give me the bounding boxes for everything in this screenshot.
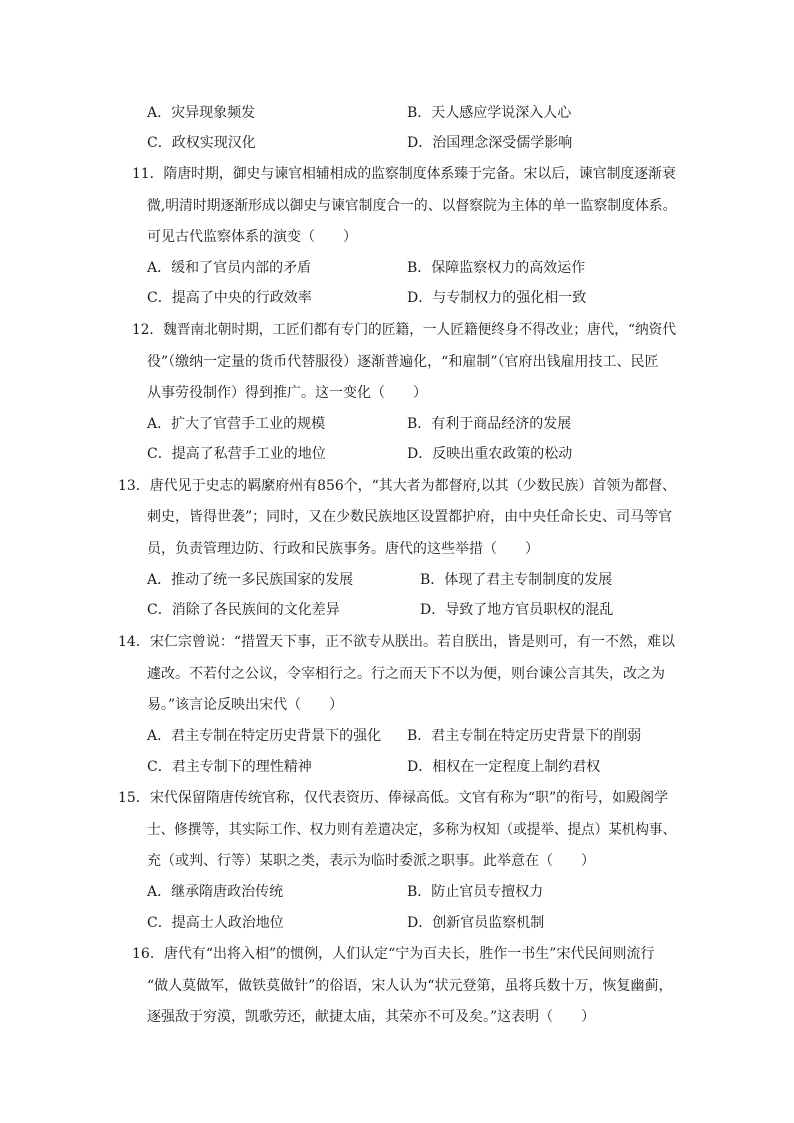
option-c: C．提高了私营手工业的地位 xyxy=(147,446,326,462)
option-b: B．保障监察权力的高效运作 xyxy=(407,260,586,276)
option-c: C．提高了中央的行政效率 xyxy=(147,290,312,306)
question-14-stem-line-2: 遽改。不若付之公议，令宰相行之。行之而天下不以为便，则台谏公言其失，改之为 xyxy=(147,666,665,682)
option-a: A．缓和了官员内部的矛盾 xyxy=(147,260,312,276)
question-13-stem-line-1: 13．唐代见于史志的羁縻府州有856个，“其大者为都督府,以其（少数民族）首领为都督、 xyxy=(118,478,677,494)
option-d: D．反映出重农政策的松动 xyxy=(407,446,573,462)
option-b: B．体现了君主专制制度的发展 xyxy=(420,572,613,588)
question-12-stem-line-2: 役”（缴纳一定量的货币代替服役）逐渐普遍化，“和雇制”（官府出钱雇用技工、民匠 xyxy=(147,354,659,370)
option-d: D．相权在一定程度上制约君权 xyxy=(407,759,601,775)
question-14-stem-line-3: 易。”该言论反映出宋代（ ） xyxy=(147,697,344,713)
option-d: D．导致了地方官员职权的混乱 xyxy=(420,602,614,618)
option-c: C．政权实现汉化 xyxy=(147,135,256,151)
option-b: B．防止官员专擅权力 xyxy=(407,884,544,900)
question-11-stem-line-3: 可见古代监察体系的演变（ ） xyxy=(147,229,357,245)
option-a: A．扩大了官营手工业的规模 xyxy=(147,416,326,432)
option-b: B．君主专制在特定历史背景下的削弱 xyxy=(407,728,642,744)
question-13-stem-line-3: 员，负责管理边防、行政和民族事务。唐代的这些举措（ ） xyxy=(147,541,539,557)
question-11-stem-line-1: 11．隋唐时期，御史与谏官相辅相成的监察制度体系臻于完备。宋以后，谏官制度逐渐衰 xyxy=(132,166,676,182)
option-a: A．灾异现象频发 xyxy=(147,105,256,121)
question-16-stem-line-1: 16．唐代有“出将入相”的惯例，人们认定“宁为百夫长，胜作一书生”宋代民间则流行 xyxy=(132,946,655,962)
question-16-stem-line-2: “做人莫做军，做铁莫做针”的俗语，宋人认为“状元登第，虽将兵数十万，恢复幽蓟， xyxy=(147,978,673,994)
option-b: B．有利于商品经济的发展 xyxy=(407,416,572,432)
question-11-stem-line-2: 微,明清时期逐渐形成以御史与谏官制度合一的、以督察院为主体的单一监察制度体系。 xyxy=(147,198,677,214)
option-c: C．君主专制下的理性精神 xyxy=(147,759,312,775)
question-16-stem-line-3: 逐强敌于穷漠，凯歌劳还，献捷太庙，其荣亦不可及矣。”这表明（ ） xyxy=(147,1009,596,1025)
option-d: D．与专制权力的强化相一致 xyxy=(407,290,587,306)
option-d: D．治国理念深受儒学影响 xyxy=(407,135,573,151)
option-b: B．天人感应学说深入人心 xyxy=(407,105,572,121)
option-a: A．君主专制在特定历史背景下的强化 xyxy=(147,728,382,744)
option-c: C．消除了各民族间的文化差异 xyxy=(147,602,340,618)
option-a: A．推动了统一多民族国家的发展 xyxy=(147,572,354,588)
option-d: D．创新官员监察机制 xyxy=(407,915,545,931)
question-15-stem-line-1: 15．宋代保留隋唐传统官称，仅代表资历、俸禄高低。文官有称为“职”的衔号，如殿阁学 xyxy=(118,790,669,806)
question-14-stem-line-1: 14．宋仁宗曾说：“措置天下事，正不欲专从朕出。若自朕出，皆是则可，有一不然，难以 xyxy=(118,634,675,650)
question-15-stem-line-2: 士、修撰等，其实际工作、权力则有差遣决定，多称为权知（或提举、提点）某机构事、 xyxy=(147,822,677,838)
question-13-stem-line-2: 刺史，皆得世袭”；同时，又在少数民族地区设置都护府，由中央任命长史、司马等官 xyxy=(147,509,673,525)
question-12-stem-line-1: 12．魏晋南北朝时期，工匠们都有专门的匠籍，一人匠籍便终身不得改业；唐代，“纳资代 xyxy=(132,322,677,338)
question-15-stem-line-3: 充（或判、行等）某职之类，表示为临时委派之职事。此举意在（ ） xyxy=(147,853,595,869)
question-12-stem-line-3: 从事劳役制作）得到推广。这一变化（ ） xyxy=(147,385,427,401)
option-c: C．提高士人政治地位 xyxy=(147,915,284,931)
option-a: A．继承隋唐政治传统 xyxy=(147,884,284,900)
